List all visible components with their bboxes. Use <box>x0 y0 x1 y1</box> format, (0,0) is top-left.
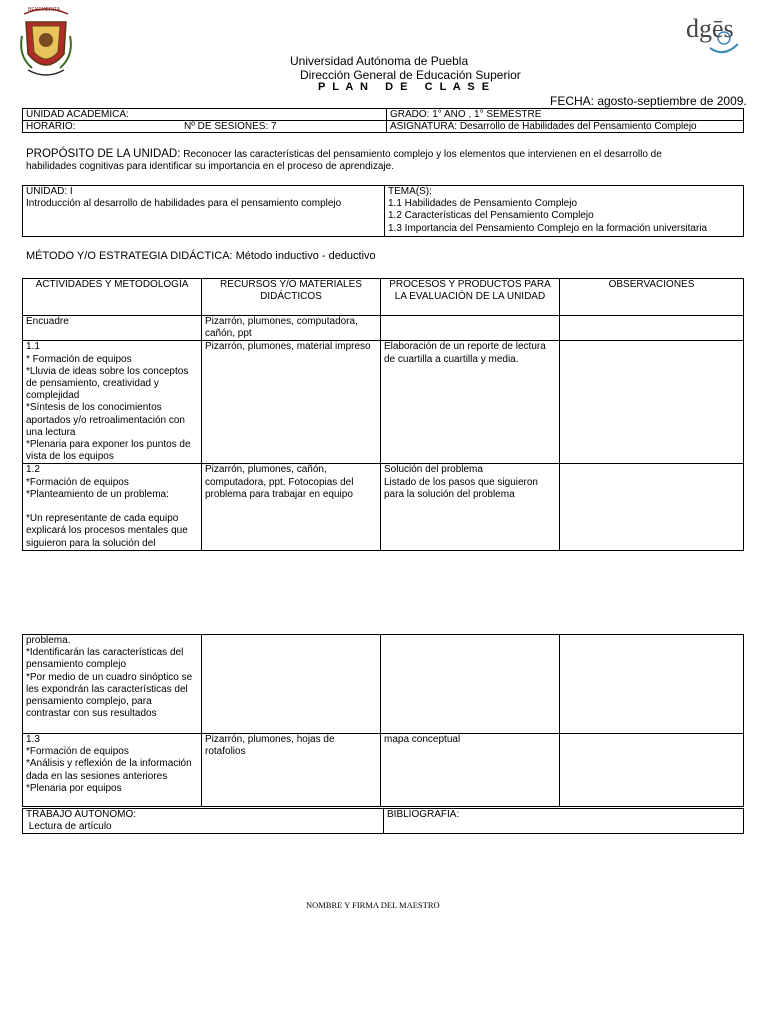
cell-procesos <box>381 316 560 341</box>
cell-recursos: Pizarrón, plumones, cañón, computadora, ppt. Fotocopias del problema para trabajar en equipo <box>202 464 381 550</box>
unidad-cell <box>23 186 385 237</box>
cell-actividad: 1.1 * Formación de equipos *Lluvia de ideas sobre los conceptos de pensamiento, creatividad y complejidad *Síntesis de los conocimientos aportados y/o retroalimentación con una lectura *Plenaria para exponer los puntos de vista de los equipos <box>23 341 202 464</box>
cell-recursos: Pizarrón, plumones, hojas de rotafolios <box>202 734 381 807</box>
trabajo-label: TRABAJO AUTÓNOMO: <box>26 809 137 820</box>
header-actividades: ACTIVIDADES Y METODOLOGÍA <box>23 279 202 316</box>
metodo: MÉTODO Y/O ESTRATEGIA DIDÁCTICA: Método inductivo - deductivo <box>26 250 376 262</box>
header-procesos: PROCESOS Y PRODUCTOS PARA LA EVALUACIÓN DE LA UNIDAD <box>381 279 560 316</box>
cell-procesos: Elaboración de un reporte de lectura de cuartilla a cuartilla y media. <box>381 341 560 464</box>
proposito <box>26 148 746 173</box>
cell-observaciones <box>560 464 744 550</box>
horario: HORARIO: <box>26 121 76 132</box>
proposito-text-1: Reconocer las características del pensamiento complejo y los elementos que intervienen en el desarrollo de <box>180 149 662 160</box>
cell-observaciones <box>560 635 744 734</box>
trabajo-text: Lectura de artículo <box>26 821 112 833</box>
crest-caption: BENEMÉRITA <box>28 7 61 13</box>
table-row <box>23 341 744 464</box>
table-row <box>23 316 744 341</box>
temas-cell <box>385 186 744 237</box>
direction-name: Dirección General de Educación Superior <box>300 68 521 82</box>
header-recursos: RECURSOS Y/O MATERIALES DIDÁCTICOS <box>202 279 381 316</box>
cell-recursos <box>202 635 381 734</box>
cell-observaciones <box>560 341 744 464</box>
document-title: P L A N D E C L A S E <box>318 81 492 93</box>
trabajo-cell <box>23 809 384 834</box>
table-row <box>23 734 744 807</box>
tema-item: 1.1 Habilidades de Pensamiento Complejo <box>388 198 578 210</box>
dges-logo-text: dgēs <box>686 14 734 43</box>
header-observaciones: OBSERVACIONES <box>560 279 744 316</box>
bibliografia-label: BIBLIOGRAFÍA: <box>387 809 460 820</box>
unidad-label: UNIDAD: I <box>26 186 73 197</box>
tema-item: 1.2 Características del Pensamiento Complejo <box>388 210 594 222</box>
cell-procesos <box>381 635 560 734</box>
table-row <box>23 635 744 734</box>
proposito-label: PROPÓSITO DE LA UNIDAD: <box>26 148 181 160</box>
trabajo-table <box>22 808 744 834</box>
unidad-text: Introducción al desarrollo de habilidades para el pensamiento complejo <box>26 198 342 210</box>
cell-recursos: Pizarrón, plumones, computadora, cañón, ppt <box>202 316 381 341</box>
activities-table <box>22 278 744 551</box>
cell-actividad: 1.2 *Formación de equipos *Planteamiento de un problema: *Un representante de cada equipo explicará los procesos mentales que siguieron para la solución del <box>23 464 202 550</box>
grado: GRADO: 1° AÑO , 1° SEMESTRE <box>387 109 744 121</box>
tema-item: 1.3 Importancia del Pensamiento Complejo en la formación universitaria <box>388 222 708 234</box>
info-table <box>22 108 744 133</box>
university-name: Universidad Autónoma de Puebla <box>290 54 469 68</box>
cell-actividad: 1.3 *Formación de equipos *Análisis y reflexión de la información dada en las sesiones anteriores *Plenaria por equipos <box>23 734 202 807</box>
fecha: FECHA: agosto-septiembre de 2009. <box>550 94 747 108</box>
cell-actividad: problema. *Identificarán las características del pensamiento complejo *Por medio de un cuadro sinóptico se les expondrán las características del pensamiento complejo, para contrastar con sus resultados <box>23 635 202 734</box>
horario-cell <box>23 121 387 133</box>
cell-observaciones <box>560 316 744 341</box>
unidad-table <box>22 185 744 237</box>
bibliografia-cell <box>384 809 744 834</box>
asignatura: ASIGNATURA: Desarrollo de Habilidades del Pensamiento Complejo <box>387 121 744 133</box>
activities-table-continued <box>22 634 744 807</box>
firma-label: NOMBRE Y FIRMA DEL MAESTRO <box>306 900 440 910</box>
table-row <box>23 464 744 550</box>
cell-procesos: Solución del problema Listado de los pasos que siguieron para la solución del problema <box>381 464 560 550</box>
cell-procesos: mapa conceptual <box>381 734 560 807</box>
cell-recursos: Pizarrón, plumones, material impreso <box>202 341 381 464</box>
sesiones: Nº DE SESIONES: 7 <box>184 121 277 132</box>
cell-observaciones <box>560 734 744 807</box>
university-crest-logo <box>18 6 74 82</box>
cell-actividad: Encuadre <box>23 316 202 341</box>
proposito-text-2: habilidades cognitivas para identificar su importancia en el proceso de aprendizaje. <box>26 161 394 172</box>
unidad-academica: UNIDAD ACADÉMICA: <box>23 109 387 121</box>
temas-label: TEMA(S): <box>388 186 432 197</box>
